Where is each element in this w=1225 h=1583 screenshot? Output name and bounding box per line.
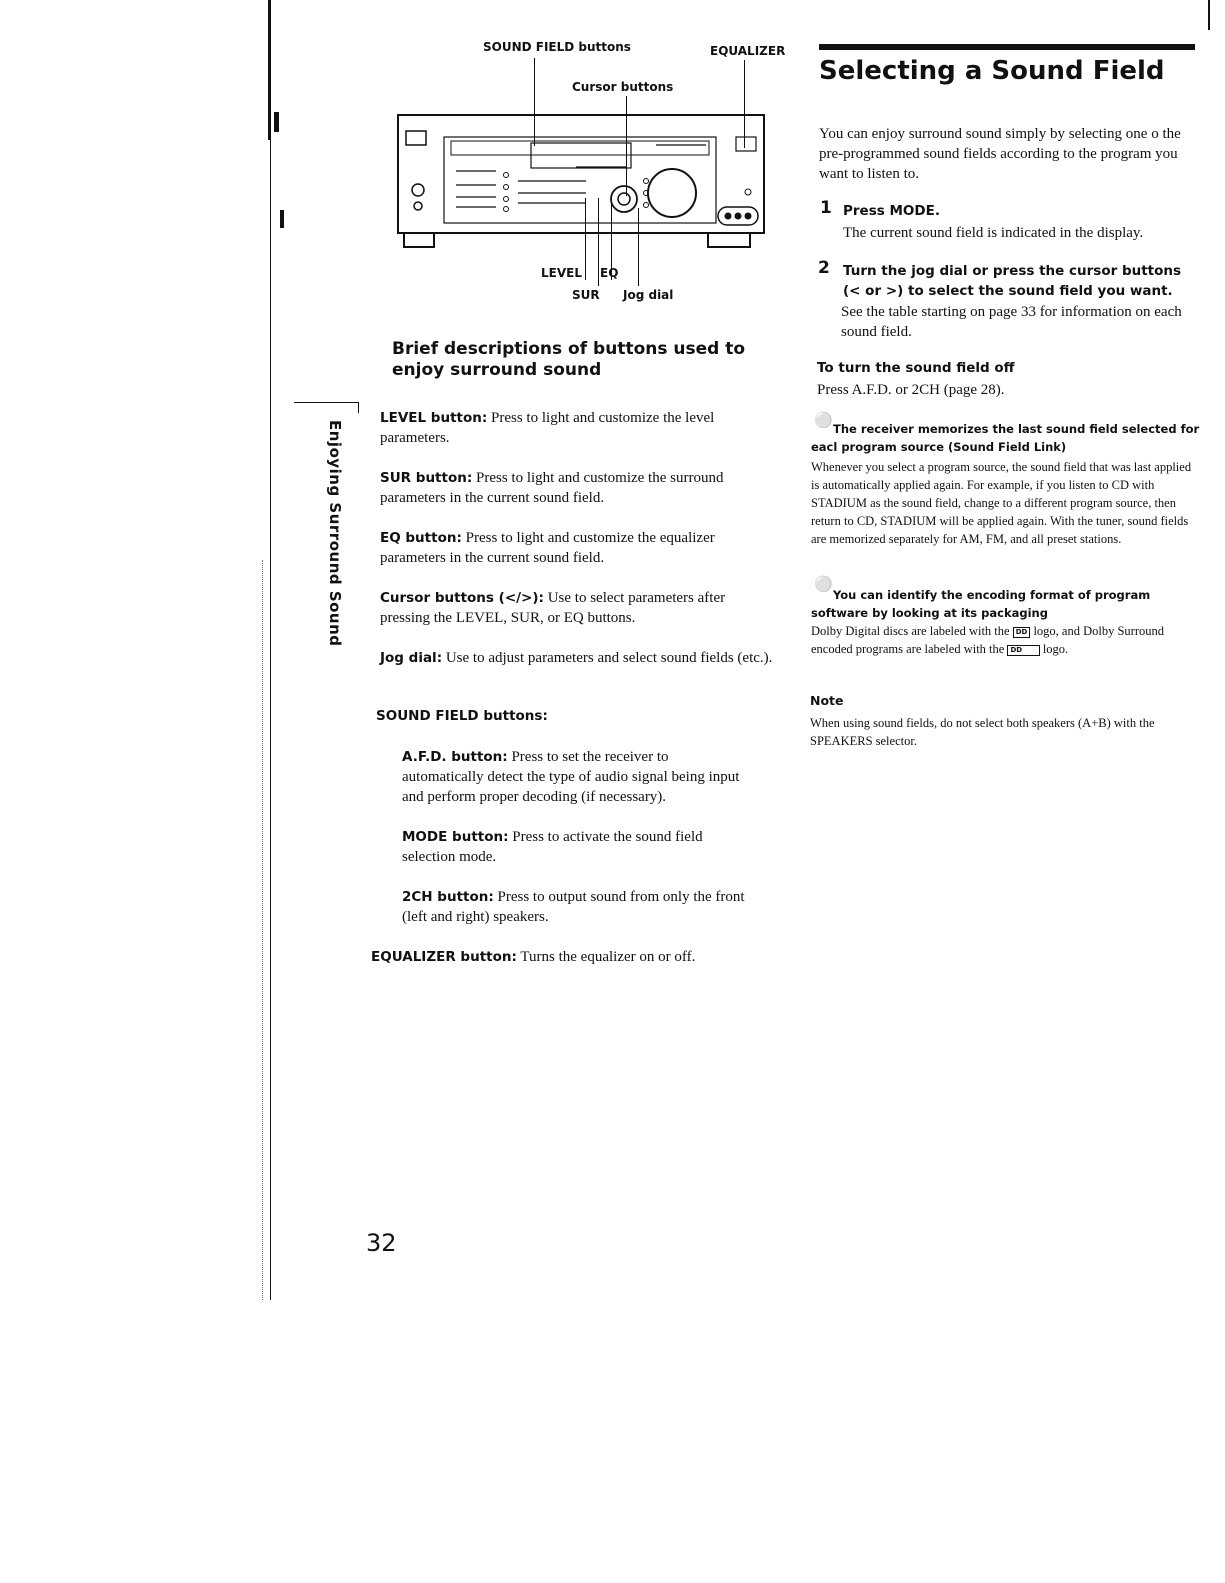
text-mode: Press to activate the sound field selection mode. <box>402 829 703 865</box>
text-cursor: Use to select parameters after pressing the LEVEL, SUR, or EQ buttons. <box>380 590 726 626</box>
tip-bulb-icon: ⚪ <box>814 577 833 593</box>
text-jog: Use to adjust parameters and select sound fields (etc.). <box>442 650 773 666</box>
step-2-title: Turn the jog dial or press the cursor buttons (< or >) to select the sound field you want. <box>843 263 1182 299</box>
leader-sur <box>598 198 599 286</box>
text-twoch: Press to output sound from only the front (left and right) speakers. <box>402 889 745 925</box>
step-2-number: 2 <box>818 258 830 278</box>
label-equalizer: EQUALIZER <box>710 44 786 58</box>
label-sound-field-buttons: SOUND FIELD buttons <box>483 40 631 54</box>
label-eq: EQ <box>600 266 619 280</box>
step-1-text: The current sound field is indicated in the display. <box>843 225 1144 241</box>
tip-1-title-text: The receiver memorizes the last sound field selected for eacl program source (Sound Field Link) <box>811 422 1200 454</box>
jog-description <box>380 648 775 668</box>
term-twoch: 2CH button: <box>402 889 494 905</box>
text-sur: Press to light and customize the surround parameters in the current sound field. <box>380 470 724 506</box>
scan-edge-mark <box>274 112 279 132</box>
brief-descriptions-heading: Brief descriptions of buttons used to enjoy surround sound <box>392 339 746 380</box>
level-description <box>380 408 760 448</box>
scan-edge-line <box>268 0 271 140</box>
term-equalizer: EQUALIZER button: <box>371 949 517 965</box>
label-sur: SUR <box>572 288 600 302</box>
tip-1-text: Whenever you select a program source, the sound field that was last applied is automatically applied again. For example, if you listen to CD with STADIUM as the sound field, change to a different program source, then return to CD, STADIUM will be applied again. With the tuner, sound fields are memorized separately for AM, FM, and all preset stations. <box>811 460 1192 546</box>
title-rule <box>819 44 1195 50</box>
scan-edge-mark <box>1208 0 1210 30</box>
term-level: LEVEL button: <box>380 410 488 426</box>
text-afd: Press to set the receiver to automatically detect the type of audio signal being input and perform proper decoding (if necessary). <box>402 749 740 805</box>
text-equalizer: Turns the equalizer on or off. <box>516 949 696 965</box>
tip-2-title-text: You can identify the encoding format of program software by looking at its packaging <box>811 588 1151 620</box>
scan-dotted-line <box>262 560 263 1300</box>
cursor-description <box>380 588 775 628</box>
tip-bulb-icon: ⚪ <box>814 413 833 429</box>
leader-level <box>585 198 586 280</box>
side-tab-bracket <box>294 402 359 413</box>
term-afd: A.F.D. button: <box>402 749 508 765</box>
tip-2-text-b: logo, and Dolby Surround encoded programs are labeled with the <box>811 624 1164 656</box>
equalizer-description <box>371 947 791 967</box>
eq-description <box>380 528 775 568</box>
label-jog-dial: Jog dial <box>623 288 674 302</box>
step-1-title: Press MODE. <box>843 203 940 219</box>
afd-description <box>402 747 752 807</box>
side-tab: Enjoying Surround Sound <box>326 420 344 647</box>
scan-edge-line <box>270 140 271 1300</box>
term-jog: Jog dial: <box>380 650 443 666</box>
page-number: 32 <box>366 1229 397 1257</box>
scan-edge-mark <box>280 210 284 228</box>
dolby-digital-logo: DD <box>1013 627 1031 638</box>
twoch-description <box>402 887 747 927</box>
step-2-text: See the table starting on page 33 for information on each sound field. <box>841 304 1182 340</box>
turn-off-text: Press A.F.D. or 2CH (page 28). <box>817 382 1005 398</box>
dolby-surround-logo: DD <box>1007 645 1039 656</box>
step-1-number: 1 <box>820 198 832 218</box>
tip-2-text-c: logo. <box>1042 642 1069 656</box>
tip-2-text <box>811 622 1185 658</box>
term-cursor: Cursor buttons (</>): <box>380 590 544 606</box>
page-title: Selecting a Sound Field <box>819 56 1165 86</box>
term-sur: SUR button: <box>380 470 473 486</box>
text-level: Press to light and customize the level parameters. <box>380 410 715 446</box>
intro-text: You can enjoy surround sound simply by selecting one o the pre-programmed sound fields according to the program you want to listen to. <box>819 126 1181 182</box>
leader-sound-field-buttons <box>534 58 535 146</box>
leader-cursor-buttons <box>626 96 627 196</box>
note-text: When using sound fields, do not select both speakers (A+B) with the SPEAKERS selector. <box>810 716 1155 748</box>
label-level: LEVEL <box>541 266 582 280</box>
tip-2-text-a: Dolby Digital discs are labeled with the <box>811 624 1010 638</box>
text-eq: Press to light and customize the equalizer parameters in the current sound field. <box>380 530 715 566</box>
term-mode: MODE button: <box>402 829 509 845</box>
sur-description <box>380 468 775 508</box>
receiver-illustration <box>396 105 766 255</box>
label-cursor-buttons: Cursor buttons <box>572 80 674 94</box>
sound-field-buttons-heading: SOUND FIELD buttons: <box>376 708 548 724</box>
tip-2-title <box>811 586 1201 622</box>
note-label: Note <box>810 693 844 708</box>
term-eq: EQ button: <box>380 530 462 546</box>
mode-description <box>402 827 742 867</box>
turn-off-heading: To turn the sound field off <box>817 360 1015 376</box>
leader-jog-dial <box>638 208 639 286</box>
leader-equalizer <box>744 60 745 148</box>
tip-1-title <box>811 420 1201 456</box>
